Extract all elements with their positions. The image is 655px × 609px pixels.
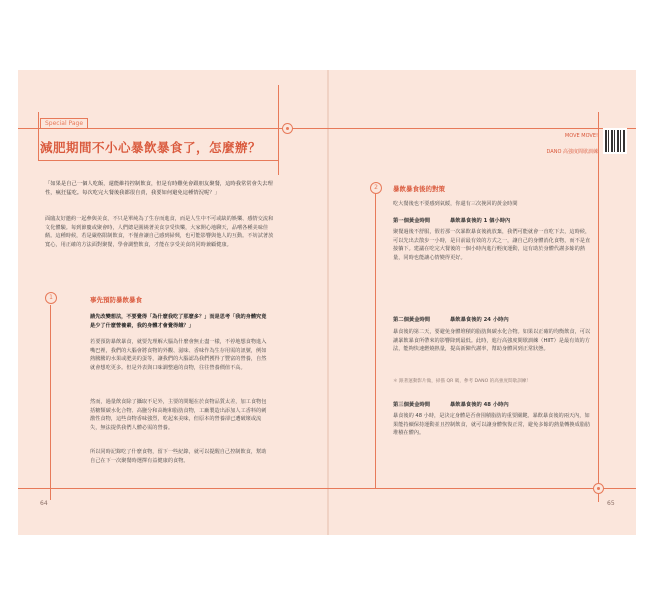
left-frame-line (38, 112, 39, 160)
section1-body3: 所以同時記錄吃了什麼食物，留下一些紀錄，就可以提醒自己控制飲食，幫助自己在下一次聚餐時選擇有益健康的食物。 (90, 449, 267, 464)
bottom-rule (18, 488, 636, 489)
intro-paragraph: 面臨友好邀約一起參與美食，不只是單純為了生存而進食，而是人生中不可或缺的娛樂、感情交流和文化體驗。每到節慶或聚會時，人們總是圍繞著美食享受快樂，大家開心地聊天，品嚐各種美味佳餚。這種時候，若是嚴格限制飲食，不僅會讓自己感到掃興，也可能影響與他人的互動。不妨試著放寬心，用正確的方法面對聚餐，學會調整飲食，才能在享受美食的同時兼顧健康。 (45, 216, 274, 248)
left-page-number: 64 (40, 500, 48, 507)
brand-title: MOVE MOVE! (564, 133, 598, 139)
golden-time2-text: 暴飲暴食後的 24 小時內 (450, 317, 509, 323)
top-rule (18, 128, 636, 129)
golden-time2-body: 暴食後的第二天，要避免身體堆積的脂肪與碳水化合物。如果以正確的均衡飲食，可以讓暴飲暴食所帶來的影響降到最低。此時，進行高強度間歇訓練（HIIT）是最有效的方法，能夠快速燃燒熱量，提高新陳代謝率，幫助身體回到正常狀態。 (393, 329, 591, 353)
section2-heading: 暴飲暴食後的對策 (393, 185, 445, 193)
right-frame-line (598, 112, 599, 502)
golden-time3-text: 暴飲暴食後的 48 小時內 (450, 402, 509, 408)
qr-code[interactable] (603, 128, 627, 154)
golden-time3-label: 第三個黃金時間 (393, 402, 431, 408)
special-page-tag: Special Page (40, 118, 88, 129)
section1-number: 1 (45, 292, 57, 304)
section2-line (375, 188, 376, 488)
section1-line (50, 305, 51, 500)
golden-time1-label: 第一個黃金時間 (393, 218, 431, 224)
golden-time2-note: ＊ 跟著運動影片做，掃描 QR 碼，參考 DANO 的高強度間歇訓練！ (393, 379, 532, 384)
center-ornament-icon (282, 123, 293, 134)
section1-body1: 若要預防暴飲暴食，就要先理解大腦為什麼會無止盡一樣，不停地想食物進入嘴巴裡，我們的大腦會將食物的外觀、滋味、香味作為生存用需的訊號，例如熱騰騰的水果或肥美的蛋等，讓我們的大腦認為我們獲得了豐富的營養，自然就會想吃更多。但是外表與口味調整過的食物，往往營養價值不高。 (90, 339, 267, 371)
golden-time2-label: 第二個黃金時間 (393, 317, 431, 323)
title-underline (38, 160, 278, 161)
page-title: 減肥期間不小心暴飲暴食了，怎麼辦？ (40, 140, 262, 155)
section1-heading: 事先預防暴飲暴食 (90, 296, 142, 304)
section1-lead: 請先改變想法，不要覺得「為什麼我吃了那麼多？」而是思考「我的身體究竟是少了什麼營養素，我的身體才會覺得餓？」 (90, 314, 267, 329)
section2-number: 2 (370, 182, 382, 194)
section2-lead: 吃大餐後也不要感到氣餒，你還有三次挽回的黃金時間 (393, 201, 518, 207)
golden-time1-body: 聚餐過後不舒服，假若那一次暴飲暴食後就放棄，我們可能就會一直吃下去，這時候，可以先出去散步一小時，是目前最有效的方式之一，讓自己的身體消化食物，而不是直接躺下。建議在吃完大餐後的一個小時內進行輕度運動，這有助於身體代謝多餘的熱量，同時也能讓心情變得更好。 (393, 229, 591, 261)
right-page-number: 65 (607, 500, 615, 507)
golden-time1-text: 暴飲暴食後的 1 個小時內 (450, 218, 511, 224)
brand-subtitle: DANO 高強度間歇訓練 (546, 149, 598, 155)
center-left-line (278, 85, 279, 175)
reader-question: 「如果是自己一個人吃飯，還能維持控制飲食，但是有時難免會跟朋友聚餐，這時我常常會失去理性，瘋狂猛吃。每次吃完大餐後我都很自責，我要如何避免這種情況呢？」 (45, 181, 273, 196)
page-gutter (327, 70, 329, 535)
golden-time3-body: 暴食後的 48 小時，是決定身體是否會囤積脂肪的重要關鍵。暴飲暴食後的兩天內，如果能持續保持運動並且控制飲食，就可以讓身體恢復正常，避免多餘的熱量轉換成脂肪堆積在體內。 (393, 413, 591, 437)
section1-body2: 然而，過量飲食除了攝取不足外，主要的問題在於食物品質太差，加工食物包括糖類碳水化合物、高鹽分和高飽和脂肪食物，工廠製造出添加人工香料的刺激性食物，這些食物香味強烈，吃起來美味，但原本的營養卻已遭破壞或流失，無法提供我們人體必需的營養。 (90, 399, 267, 431)
right-ornament-icon (593, 483, 604, 494)
